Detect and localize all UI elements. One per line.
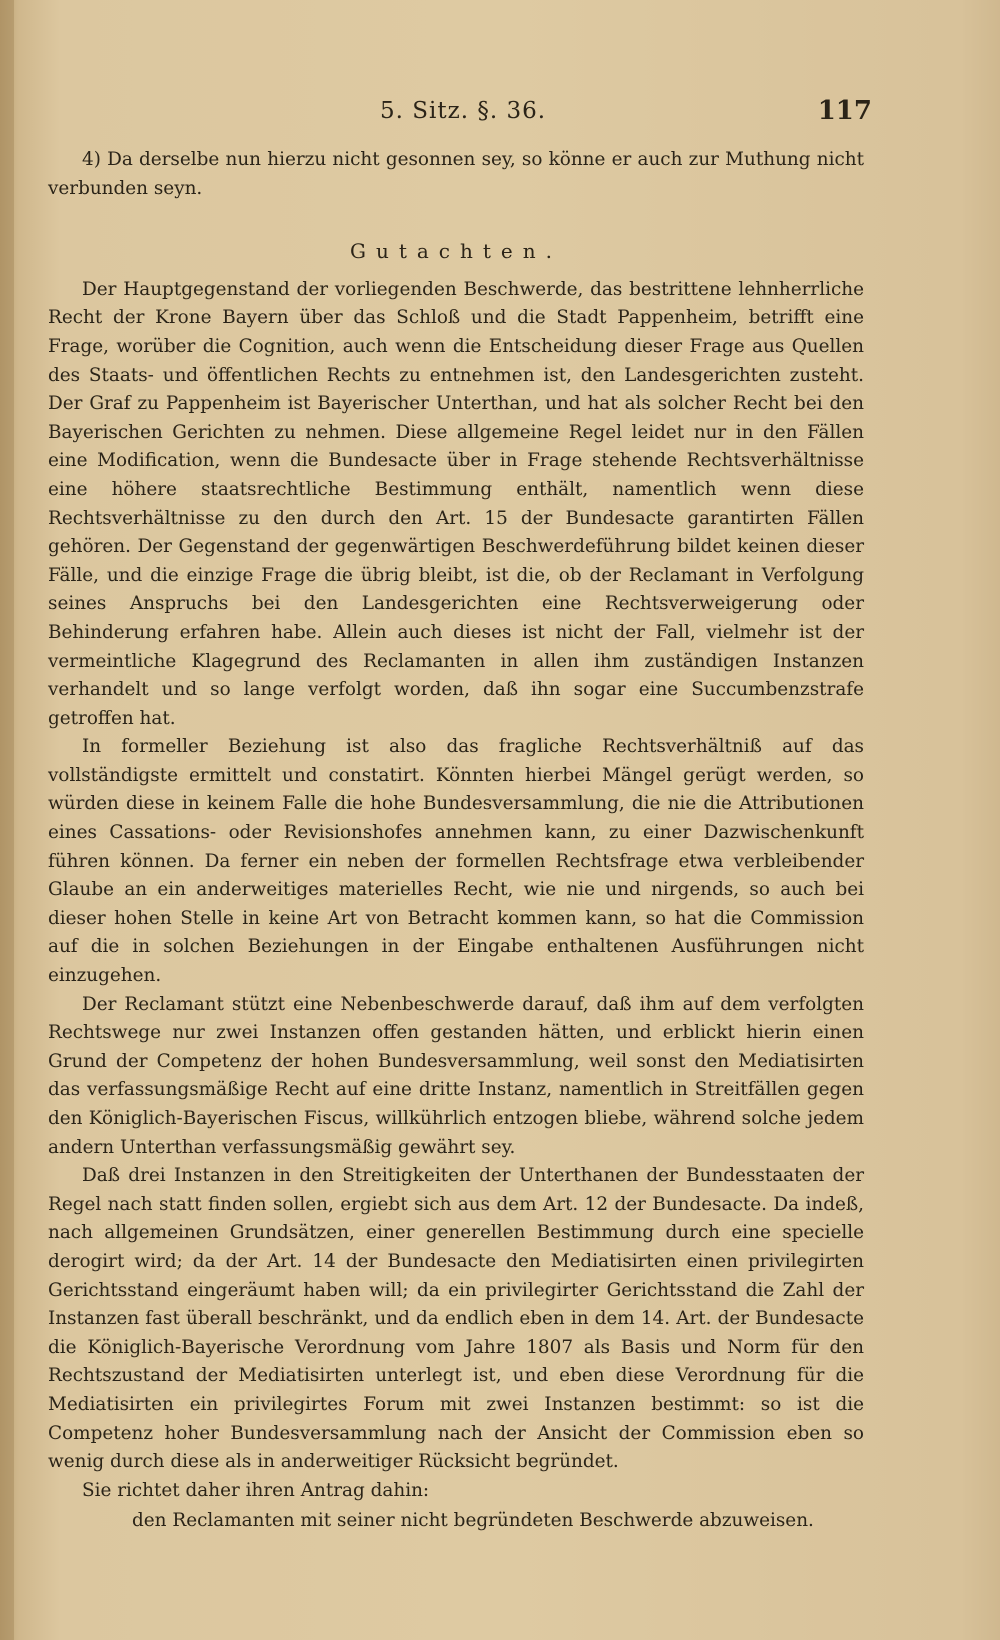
running-head: 5. Sitz. §. 36.: [380, 98, 547, 124]
body-paragraph: In formeller Beziehung ist also das fragliche Rechtsverhältniß auf das vollständigste ermittelt und constatirt. Könnten hierbei Mängel gerügt werden, so würden diese in keinem Falle die hohe Bundesversammlung, die nie die Attributionen eines Cassations- oder Revisionshofes annehmen kann, zu einer Dazwischenkunft führen können. Da ferner ein neben der formellen Rechtsfrage etwa verbleibender Glaube an ein anderweitiges materielles Recht, wie nie und nirgends, so auch bei dieser hohen Stelle in keine Art von Betracht kommen kann, so hat die Commission auf die in solchen Beziehungen in der Eingabe enthaltenen Ausführungen nicht einzugehen.: [48, 736, 864, 987]
page-header: [48, 96, 872, 132]
body-paragraph: Der Reclamant stützt eine Nebenbeschwerde darauf, daß ihm auf dem verfolgten Rechtswege nur zwei Instanzen offen gestanden hätten, und erblickt hierin einen Grund der Competenz der hohen Bundesversammlung, weil sonst den Mediatisirten das verfassungsmäßige Recht auf eine dritte Instanz, namentlich in Streitfällen gegen den Königlich-Bayerischen Fiscus, willkührlich entzogen bliebe, während solche jedem andern Unterthan verfassungsmäßig gewährt sey.: [48, 993, 864, 1158]
section-heading: Gutachten.: [349, 239, 562, 264]
page-number: 117: [817, 96, 872, 126]
conclusion-line: den Reclamanten mit seiner nicht begründeten Beschwerde abzuweisen.: [132, 1510, 814, 1532]
binding-shadow: [0, 0, 14, 1640]
page-body: [48, 146, 864, 1536]
paragraph-item-4: 4) Da derselbe nun hierzu nicht gesonnen sey, so könne er auch zur Muthung nicht verbunden seyn.: [48, 149, 864, 199]
body-paragraph: Der Hauptgegenstand der vorliegenden Beschwerde, das bestrittene lehnherrliche Recht der Krone Bayern über das Schloß und die Stadt Pappenheim, betrifft eine Frage, worüber die Cognition, auch wenn die Entscheidung dieser Frage aus Quellen des Staats- und öffentlichen Rechts zu entnehmen ist, den Landesgerichten zusteht. Der Graf zu Pappenheim ist Bayerischer Unterthan, und hat als solcher Recht bei den Bayerischen Gerichten zu nehmen. Diese allgemeine Regel leidet nur in den Fällen eine Modification, wenn die Bundesacte über in Frage stehende Rechtsverhältnisse eine höhere staatsrechtliche Bestimmung enthält, namentlich wenn diese Rechtsverhältnisse zu den durch den Art. 15 der Bundesacte garantirten Fällen gehören. Der Gegenstand der gegenwärtigen Beschwerdeführung bildet keinen dieser Fälle, und die einzige Frage die übrig bleibt, ist die, ob der Reclamant in Verfolgung seines Anspruchs bei den Landesgerichten eine Rechtsverweigerung oder Behinderung erfahren habe. Allein auch dieses ist nicht der Fall, vielmehr ist der vermeintliche Klagegrund des Reclamanten in allen ihm zuständigen Instanzen verhandelt und so lange verfolgt worden, daß ihn sogar eine Succumbenzstrafe getroffen hat.: [48, 278, 864, 729]
body-paragraph: Sie richtet daher ihren Antrag dahin:: [82, 1479, 430, 1501]
body-paragraph: Daß drei Instanzen in den Streitigkeiten der Unterthanen der Bundesstaaten der Regel nach statt finden sollen, ergiebt sich aus dem Art. 12 der Bundesacte. Da indeß, nach allgemeinen Grundsätzen, einer generellen Bestimmung durch eine specielle derogirt wird; da der Art. 14 der Bundesacte den Mediatisirten einen privilegirten Gerichtsstand eingeräumt haben will; da ein privilegirter Gerichtsstand die Zahl der Instanzen fast überall beschränkt, und da endlich eben in dem 14. Art. der Bundesacte die Königlich-Bayerische Verordnung vom Jahre 1807 als Basis und Norm für den Rechtszustand der Mediatisirten unterlegt ist, und eben diese Verordnung für die Mediatisirten ein privilegirtes Forum mit zwei Instanzen bestimmt: so ist die Competenz hoher Bundesversammlung nach der Ansicht der Commission eben so wenig durch diese als in anderweitiger Rücksicht begründet.: [48, 1165, 864, 1473]
